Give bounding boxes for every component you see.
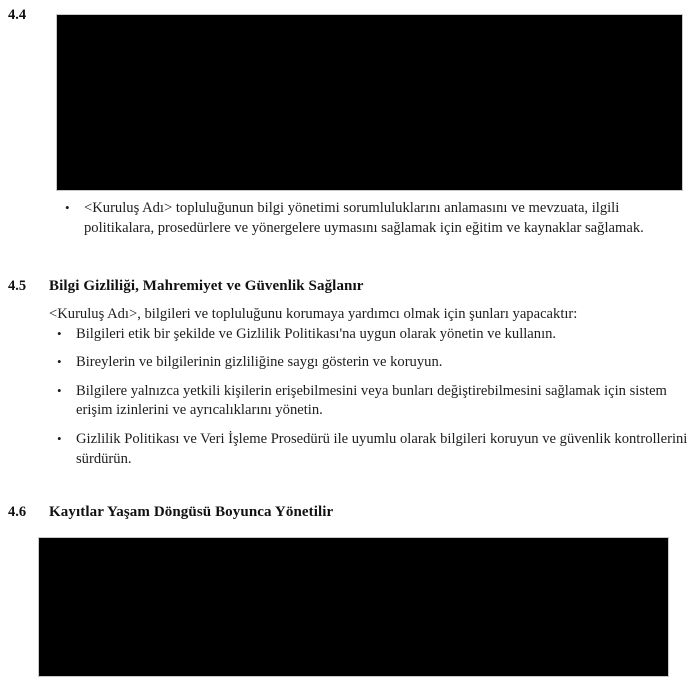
bullet-icon: • [57,354,62,370]
list-item-text: Bireylerin ve bilgilerinin gizliliğine saygı gösterin ve koruyun. [76,354,443,371]
bullet-list [57,199,684,238]
section-number-4-4: 4.4 [8,7,27,23]
section-4-5-intro-text: <Kuruluş Adı>, bilgileri ve topluluğunu korumaya yardımcı olmak için şunları yapacaktır: [49,306,578,323]
list-item [49,353,700,373]
section-4-6-body [49,503,700,522]
list-item [57,199,684,238]
list-item [49,382,700,421]
bullet-icon: • [57,325,62,341]
list-item [49,325,700,345]
clipped-bottom-text [57,677,669,700]
bullet-icon: • [57,431,62,447]
list-item-text: <Kuruluş Adı> topluluğunun bilgi yönetimi sorumluluklarını anlamasını ve mevzuata, ilgili politikalara, prosedürlere ve yönergelere uymasını sağlamak için eğitim ve kaynaklar sağlamak. [84,200,644,236]
section-heading-4-5: Bilgi Gizliliği, Mahremiyet ve Güvenlik Sağlanır [49,278,364,294]
redaction-block-section-4-4 [56,14,683,191]
section-heading-4-6: Kayıtlar Yaşam Döngüsü Boyunca Yönetilir [49,504,334,520]
section-number-4-6: 4.6 [8,504,27,520]
section-4-5-body [49,277,700,469]
redaction-block-section-4-6 [38,537,669,677]
section-4-6-row [0,503,700,522]
section-4-4-bullets [57,199,684,238]
list-item-text: Bilgileri etik bir şekilde ve Gizlilik Politikası'na uygun olarak yönetin ve kullanın. [76,325,557,342]
bullet-icon: • [57,382,62,398]
list-item-text: Gizlilik Politikası ve Veri İşleme Prosedürü ile uyumlu olarak bilgileri koruyun ve güvenlik kontrollerini sürdürün. [76,431,688,467]
bullet-icon: • [65,200,70,215]
section-4-5-row [0,277,700,469]
section-4-6 [0,503,700,522]
list-item [49,430,700,469]
list-item-text: Bilgilere yalnızca yetkili kişilerin erişebilmesini veya bunları değiştirebilmesini sağlamak için sistem erişim izinlerini ve ayrıcalıklarını yönetin. [76,382,667,419]
section-number-4-5: 4.5 [8,278,27,294]
bullet-list [49,325,700,470]
section-4-5 [0,277,700,469]
